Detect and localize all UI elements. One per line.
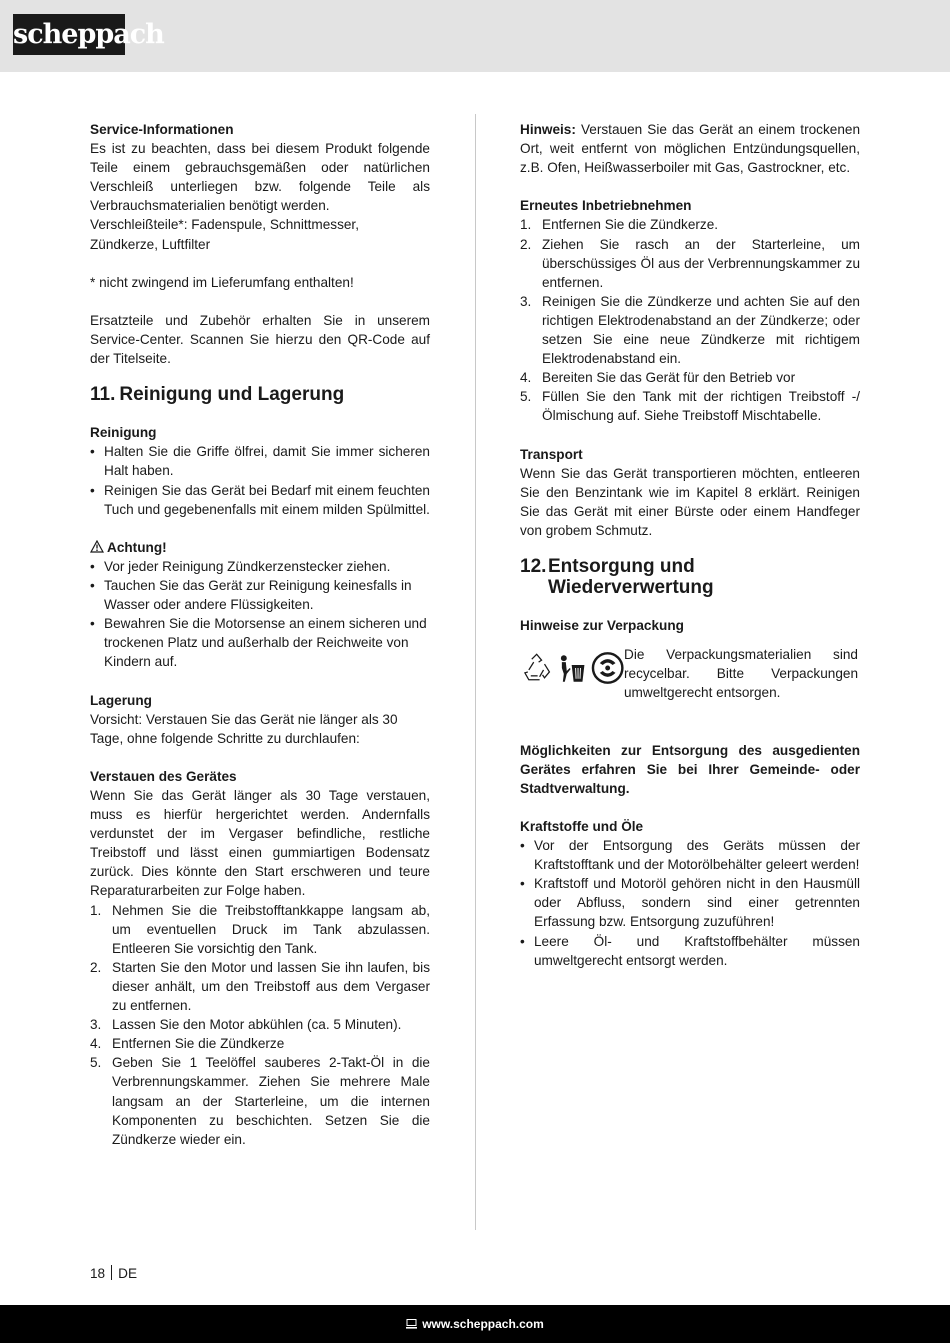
verstauen-heading: Verstauen des Gerätes bbox=[90, 768, 237, 784]
column-divider bbox=[475, 114, 476, 1230]
reinigung-list bbox=[90, 442, 430, 518]
kraftstoffe-heading: Kraftstoffe und Öle bbox=[520, 819, 644, 834]
step-item: 2. Ziehen Sie rasch an der Starterleine, um überschüssiges Öl aus der Verbrennungskammer zu entfernen. bbox=[520, 236, 860, 290]
list-item: • Bewahren Sie die Motorsense an einem sicheren und trockenen Platz und außerhalb der Reichweite von Kindern auf. bbox=[90, 614, 430, 671]
achtung-heading: Achtung! bbox=[90, 538, 430, 557]
service-heading: Service-Informationen bbox=[90, 122, 234, 137]
website-link[interactable]: www.scheppach.com bbox=[422, 1317, 544, 1331]
wear-parts: Verschleißteile*: Fadenspule, Schnittmesser, Zündkerze, Luftfilter bbox=[90, 217, 359, 252]
verpackung-heading: Hinweise zur Verpackung bbox=[520, 618, 684, 634]
kraftstoffe-list bbox=[520, 836, 860, 970]
page-footer bbox=[0, 1305, 950, 1343]
chapter-number: 11. bbox=[90, 384, 116, 406]
list-item: • Tauchen Sie das Gerät zur Reinigung keinesfalls in Wasser oder andere Flüssigkeiten. bbox=[90, 576, 430, 614]
step-item: 2. Starten Sie den Motor und lassen Sie ihn laufen, bis dieser anhält, um den Treibstoff aus dem Vergaser zu entfernen. bbox=[90, 959, 430, 1014]
transport-heading: Transport bbox=[520, 446, 583, 462]
lagerung-paragraph: Vorsicht: Verstauen Sie das Gerät nie länger als 30 Tage, ohne folgende Schritte zu durchlaufen: bbox=[90, 711, 398, 746]
step-item: 1. Entfernen Sie die Zündkerze. bbox=[520, 217, 719, 233]
verpackung-paragraph: Die Verpackungsmaterialien sind recycelbar. Bitte Verpackungen umweltgerecht entsorgen. bbox=[624, 647, 858, 701]
reinigung-heading: Reinigung bbox=[90, 425, 157, 441]
page-number: 18 DE bbox=[90, 1266, 138, 1281]
spare-parts-paragraph: Ersatzteile und Zubehör erhalten Sie in unserem Service-Center. Scannen Sie hierzu den QR-Code auf der Titelseite. bbox=[90, 312, 430, 367]
step-item: 3. Lassen Sie den Motor abkühlen (ca. 5 Minuten). bbox=[90, 1017, 402, 1033]
verstauen-paragraph: Wenn Sie das Gerät länger als 30 Tage verstauen, muss es hierfür hergerichtet werden. Andernfalls verdunstet der im Vergaser befindliche, restliche Treibstoff und lässt einen gummiartigen Bodensatz zurück. Dies könnte den Start erschweren und teure Reparaturarbeiten zur Folge haben. bbox=[90, 788, 430, 899]
chapter-title-text: Reinigung und Lagerung bbox=[119, 384, 345, 406]
list-item: • Reinigen Sie das Gerät bei Bedarf mit einem feuchten Tuch und gegebenenfalls mit einem milden Spülmittel. bbox=[90, 481, 430, 519]
service-paragraph: Es ist zu beachten, dass bei diesem Produkt folgende Teile einem gebrauchsgemäßen oder natürlichen Verschleiß unterliegen bzw. folgende Teile als Verbrauchsmaterialien benötigt werden. bbox=[90, 141, 430, 214]
inbetrieb-steps bbox=[520, 215, 860, 425]
step-item: 5. Geben Sie 1 Teelöffel sauberes 2-Takt-Öl in die Verbrennungskammer. Ziehen Sie mehrere Male langsam an der Starterleine, um die internen Komponenten zu beschichten. Setzen Sie die Zündkerze wieder ein. bbox=[90, 1055, 430, 1147]
inbetrieb-heading: Erneutes Inbetriebnehmen bbox=[520, 198, 692, 214]
warning-triangle-icon bbox=[90, 540, 104, 553]
green-dot-icon bbox=[591, 651, 624, 685]
recycle-icon bbox=[520, 651, 553, 685]
list-item: • Leere Öl- und Kraftstoffbehälter müssen umweltgerecht entsorgt werden. bbox=[520, 932, 860, 970]
achtung-list bbox=[90, 557, 430, 672]
list-item: • Kraftstoff und Motoröl gehören nicht in den Hausmüll oder Abfluss, sondern sind einer getrennten Erfassung bzw. Entsorgung zuzuführen! bbox=[520, 874, 860, 931]
chapter-12-title bbox=[520, 556, 860, 598]
verstauen-steps bbox=[90, 901, 430, 1149]
brand-logo: scheppach bbox=[13, 14, 125, 55]
step-item: 5. Füllen Sie den Tank mit der richtigen Treibstoff -/ Ölmischung auf. Siehe Treibstoff Mischtabelle. bbox=[520, 389, 860, 424]
chapter-title-text: Entsorgung und Wiederverwertung bbox=[548, 556, 714, 599]
list-item: • Halten Sie die Griffe ölfrei, damit Sie immer sicheren Halt haben. bbox=[90, 442, 430, 480]
step-item: 4. Entfernen Sie die Zündkerze bbox=[90, 1036, 285, 1052]
lagerung-heading: Lagerung bbox=[90, 692, 152, 708]
step-item: 3. Reinigen Sie die Zündkerze und achten Sie auf den richtigen Elektrodenabstand an der Zündkerze; oder setzen Sie eine neue Zündkerze mit richtigem Elektrodenabstand ein. bbox=[520, 293, 860, 367]
list-item: • Vor jeder Reinigung Zündkerzenstecker ziehen. bbox=[90, 557, 430, 576]
transport-paragraph: Wenn Sie das Gerät transportieren möchten, entleeren Sie den Benzintank wie im Kapitel 8 erklärt. Reinigen Sie das Gerät mit einer Bürste oder einem Handfeger von grobem Schmutz. bbox=[520, 465, 860, 538]
page-header bbox=[0, 0, 950, 72]
list-item: • Vor der Entsorgung des Geräts müssen der Kraftstofftank und der Motorölbehälter geleert werden! bbox=[520, 836, 860, 874]
disposal-info: Möglichkeiten zur Entsorgung des ausgedienten Gerätes erfahren Sie bei Ihrer Gemeinde- oder Stadtverwaltung. bbox=[520, 742, 860, 796]
computer-icon bbox=[406, 1319, 417, 1329]
chapter-11-title bbox=[90, 384, 430, 405]
step-item: 4. Bereiten Sie das Gerät für den Betrieb vor bbox=[520, 370, 796, 386]
service-note: * nicht zwingend im Lieferumfang enthalten! bbox=[90, 274, 354, 290]
step-item: 1. Nehmen Sie die Treibstofftankkappe langsam ab, um eventuellen Druck im Tank abzulassen. Entleeren Sie vorsichtig den Tank. bbox=[90, 902, 430, 956]
trash-person-icon bbox=[555, 651, 588, 685]
recycle-icons bbox=[520, 651, 624, 685]
recycle-block bbox=[520, 645, 860, 702]
hinweis-paragraph: Hinweis: Verstauen Sie das Gerät an einem trockenen Ort, weit entfernt von möglichen Entzündungsquellen, z.B. Ofen, Heißwasserboiler mit Gas, Gastrockner, etc. bbox=[520, 122, 860, 176]
chapter-number: 12. bbox=[520, 556, 547, 578]
right-column bbox=[520, 120, 860, 970]
left-column bbox=[90, 120, 430, 1149]
